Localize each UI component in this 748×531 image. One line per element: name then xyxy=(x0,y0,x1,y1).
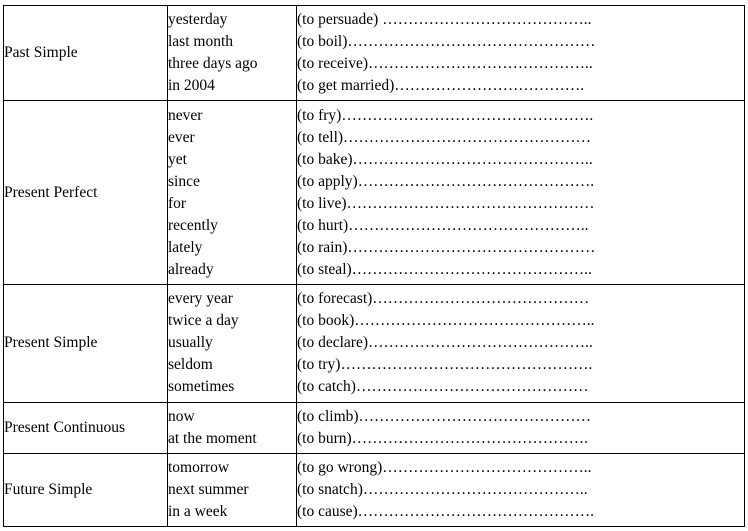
time-expressions-cell xyxy=(168,101,297,285)
time-expression: twice a day xyxy=(168,312,239,330)
time-expressions-cell xyxy=(168,453,297,526)
verb-prompt-line: (to fry)…………………………………………. xyxy=(297,106,594,124)
verb-prompt-line: (to cause)………………………………………. xyxy=(297,502,595,520)
verb-prompt-line: (to declare)…………………………………….. xyxy=(297,334,593,352)
verb-prompt-line: (to persuade) ………………………………….. xyxy=(297,11,592,29)
time-expression: for xyxy=(168,194,187,212)
time-expression: in 2004 xyxy=(168,77,215,95)
verb-prompt-line: (to boil)………………………………………… xyxy=(297,33,596,51)
tense-name-cell: Present Continuous xyxy=(4,402,168,453)
time-expression: lately xyxy=(168,238,203,256)
tense-name-cell: Past Simple xyxy=(4,6,168,101)
time-expression: usually xyxy=(168,334,213,352)
verb-prompt-line: (to try)…………………………………………. xyxy=(297,356,593,374)
time-expression: yesterday xyxy=(168,11,228,29)
time-expression: ever xyxy=(168,128,195,146)
time-expression: at the moment xyxy=(168,429,257,447)
tense-name-cell: Present Perfect xyxy=(4,101,168,285)
verb-prompt-line: (to catch)……………………………………… xyxy=(297,378,589,396)
verb-prompt-line: (to burn)………………………………………. xyxy=(297,429,589,447)
time-expressions-cell xyxy=(168,402,297,453)
tense-name-cell: Future Simple xyxy=(4,453,168,526)
table-body xyxy=(4,6,745,527)
verb-prompt-line: (to live)………………………………………… xyxy=(297,194,595,212)
time-expression: recently xyxy=(168,216,218,234)
time-expression: never xyxy=(168,106,203,124)
time-expression: in a week xyxy=(168,502,228,520)
time-expression: yet xyxy=(168,150,187,168)
tense-row xyxy=(4,6,745,101)
time-expression: since xyxy=(168,172,200,190)
verb-prompt-line: (to get married)………………………………. xyxy=(297,77,585,95)
verb-prompt-line: (to snatch)…………………………………….. xyxy=(297,480,588,498)
verb-prompt-line: (to climb)……………………………………… xyxy=(297,407,592,425)
verb-prompt-line: (to receive)…………………………………….. xyxy=(297,55,593,73)
time-expression: every year xyxy=(168,290,233,308)
verb-prompt-line: (to tell)………………………………………… xyxy=(297,128,592,146)
verb-prompt-line: (to rain)………………………………………… xyxy=(297,238,596,256)
tense-row xyxy=(4,101,745,285)
verb-prompts-cell xyxy=(297,402,745,453)
time-expression: sometimes xyxy=(168,378,235,396)
verb-prompt-line: (to bake)……………………………………….. xyxy=(297,150,593,168)
verb-prompts-cell xyxy=(297,285,745,402)
time-expression: next summer xyxy=(168,480,249,498)
time-expressions-cell xyxy=(168,285,297,402)
time-expression: last month xyxy=(168,33,234,51)
verb-prompts-cell xyxy=(297,6,745,101)
tense-name-cell: Present Simple xyxy=(4,285,168,402)
verb-prompt-line: (to book)……………………………………….. xyxy=(297,312,595,330)
tense-exercise-table xyxy=(3,5,745,527)
time-expressions-cell xyxy=(168,6,297,101)
verb-prompt-line: (to steal)……………………………………….. xyxy=(297,260,592,278)
verb-prompt-line: (to go wrong)………………………………….. xyxy=(297,458,592,476)
verb-prompt-line: (to apply)………………………………………. xyxy=(297,172,595,190)
tense-row xyxy=(4,453,745,526)
verb-prompt-line: (to hurt)……………………………………….. xyxy=(297,216,589,234)
verb-prompts-cell xyxy=(297,453,745,526)
tense-row xyxy=(4,285,745,402)
time-expression: three days ago xyxy=(168,55,258,73)
time-expression: now xyxy=(168,407,195,425)
time-expression: seldom xyxy=(168,356,213,374)
tense-row xyxy=(4,402,745,453)
time-expression: tomorrow xyxy=(168,458,230,476)
time-expression: already xyxy=(168,260,214,278)
verb-prompts-cell xyxy=(297,101,745,285)
verb-prompt-line: (to forecast)…………………………………… xyxy=(297,290,590,308)
